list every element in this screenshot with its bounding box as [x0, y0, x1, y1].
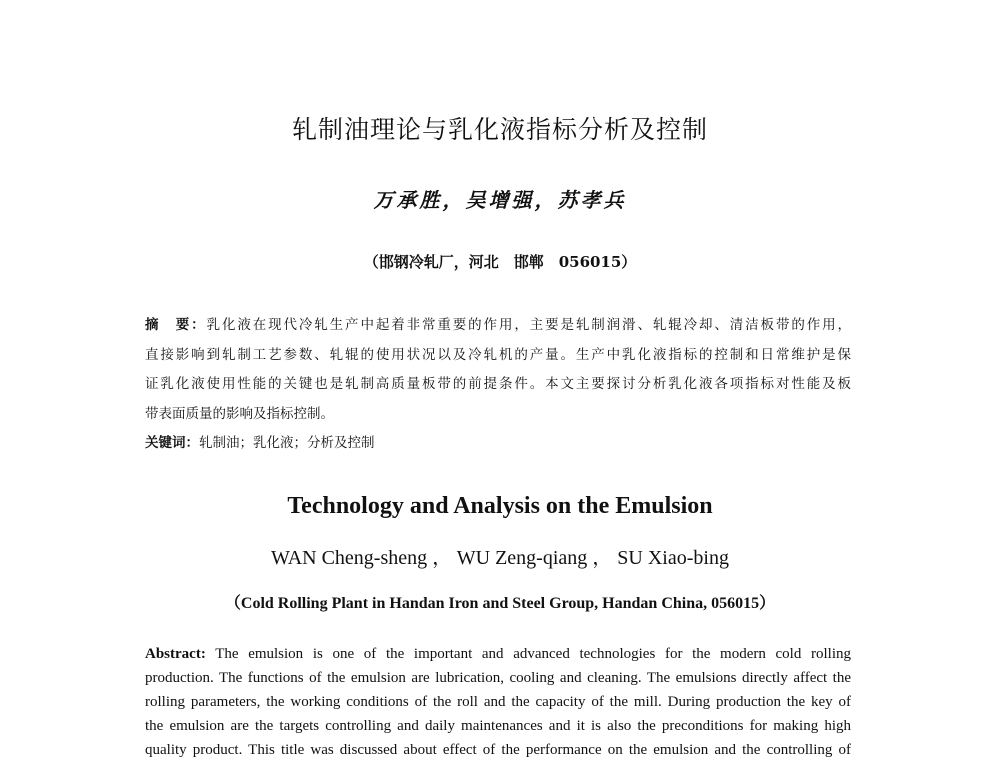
keywords-text: 轧制油；乳化液；分析及控制 [199, 435, 375, 451]
chinese-abstract-line: 直接影响到轧制工艺参数、轧辊的使用状况以及冷轧机的产量。生产中乳化液指标的控制和日常维护是保 [145, 347, 851, 363]
english-title: Technology and Analysis on the Emulsion [287, 493, 713, 519]
chinese-keywords [145, 431, 851, 451]
english-affiliation: （Cold Rolling Plant in Handan Iron and Steel Group, Handan China, 056015） [224, 595, 776, 612]
english-abstract-line: quality product. This title was discussed about effect of the performance on the emulsion and the controlling of [145, 742, 851, 758]
english-abstract-label: Abstract: [145, 646, 206, 662]
english-abstract-line: the emulsion are the targets controlling and daily maintenances and it is also the preconditions for making high [145, 718, 851, 734]
keywords-label: 关键词： [145, 435, 199, 451]
english-abstract-line: production. The functions of the emulsion are lubrication, cooling and cleaning. The emulsions directly affect the [145, 670, 851, 686]
chinese-abstract-line: 带表面质量的影响及指标控制。 [145, 406, 334, 422]
english-authors: WAN Cheng-sheng ， WU Zeng-qiang ， SU Xiao-bing [271, 547, 729, 569]
chinese-abstract-line [145, 313, 851, 333]
chinese-title: 轧制油理论与乳化液指标分析及控制 [291, 115, 708, 144]
chinese-abstract-label: 摘 要： [145, 317, 207, 333]
abstract-text: The emulsion is one of the important and advanced technologies for the modern cold rolling [215, 646, 852, 662]
english-abstract-line: rolling parameters, the working conditions of the roll and the capacity of the mill. During production the key of [145, 694, 851, 710]
chinese-authors: 万承胜，吴增强，苏孝兵 [373, 188, 627, 212]
abstract-text: 乳化液在现代冷轧生产中起着非常重要的作用，主要是轧制润滑、轧辊冷却、清洁板带的作用， [206, 317, 852, 333]
chinese-abstract-line: 证乳化液使用性能的关键也是轧制高质量板带的前提条件。本文主要探讨分析乳化液各项指标对性能及板 [145, 376, 851, 392]
english-abstract-line [145, 646, 851, 663]
chinese-affiliation: （邯钢冷轧厂，河北 邯郸 056015） [363, 253, 637, 271]
